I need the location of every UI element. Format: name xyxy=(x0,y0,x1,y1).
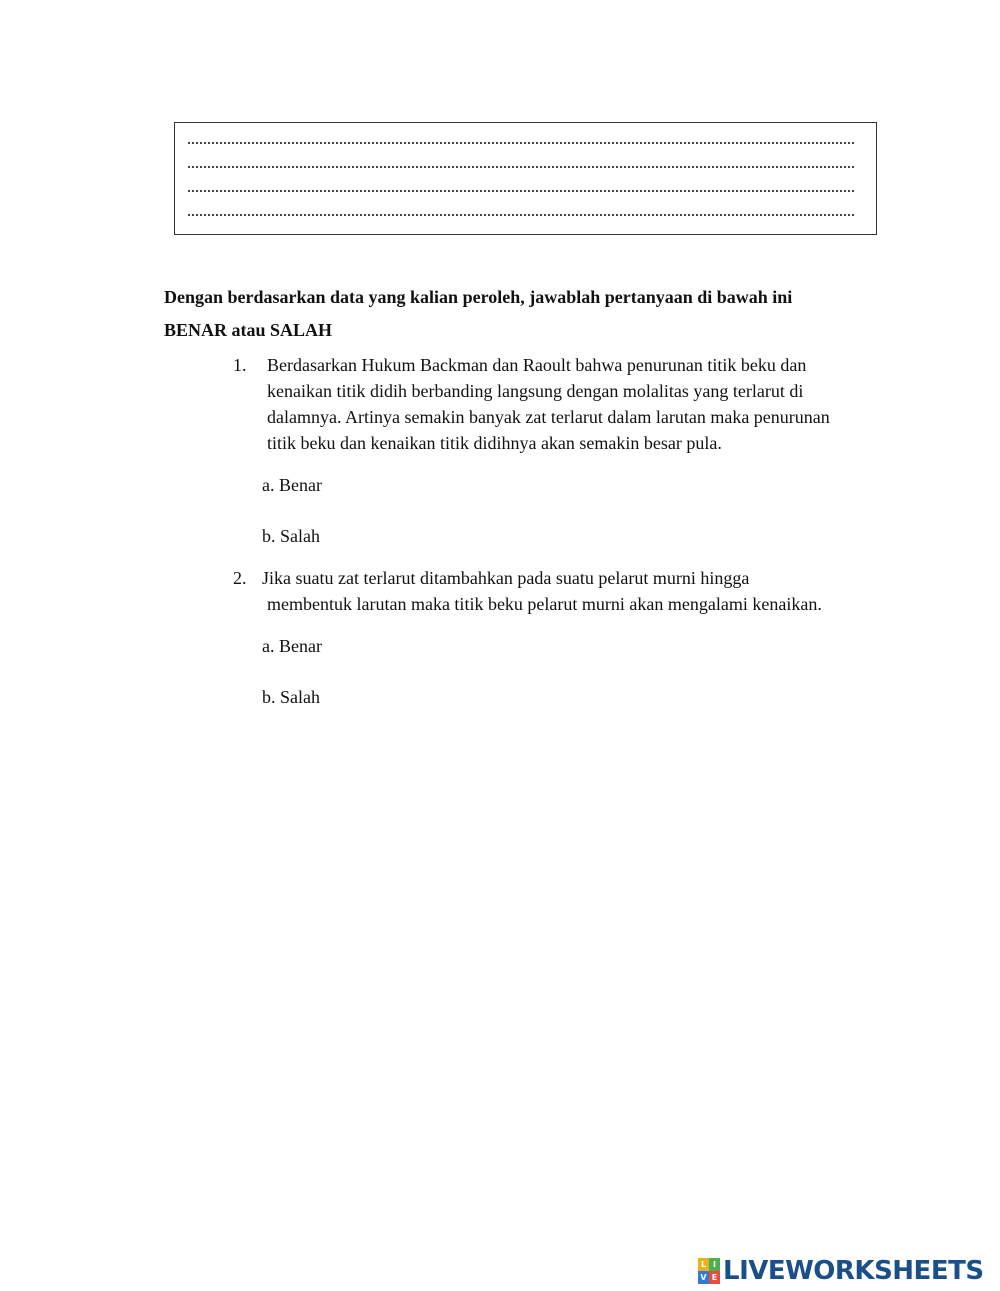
question-2-line-2: membentuk larutan maka titik beku pelarut murni akan mengalami kenaikan. xyxy=(267,594,822,614)
question-1-option-a[interactable]: a. Benar xyxy=(262,475,322,495)
question-2-option-a[interactable]: a. Benar xyxy=(262,636,322,656)
instruction-line-1: Dengan berdasarkan data yang kalian peroleh, jawablah pertanyaan di bawah ini xyxy=(164,287,793,307)
answer-line-3 xyxy=(188,190,854,192)
logo-mark-letter-v: V xyxy=(698,1271,709,1284)
answer-line-4 xyxy=(188,214,854,216)
question-2-line-1: Jika suatu zat terlarut ditambahkan pada suatu pelarut murni hingga xyxy=(262,568,750,588)
question-1-line-2: kenaikan titik didih berbanding langsung dengan molalitas yang terlarut di xyxy=(267,381,804,401)
question-1-line-3: dalamnya. Artinya semakin banyak zat terlarut dalam larutan maka penurunan xyxy=(267,407,830,427)
question-1-line-4: titik beku dan kenaikan titik didihnya akan semakin besar pula. xyxy=(267,433,722,453)
logo-mark-letter-l: L xyxy=(698,1258,709,1271)
question-2-number: 2. xyxy=(233,568,247,588)
question-1-number: 1. xyxy=(233,355,247,375)
question-2-option-b[interactable]: b. Salah xyxy=(262,687,320,707)
answer-box[interactable] xyxy=(174,122,877,235)
logo-mark-letter-e: E xyxy=(709,1271,720,1284)
liveworksheets-logo-icon xyxy=(698,1258,720,1284)
question-1-line-1: Berdasarkan Hukum Backman dan Raoult bahwa penurunan titik beku dan xyxy=(267,355,807,375)
liveworksheets-logo-text: LIVEWORKSHEETS xyxy=(723,1256,984,1286)
liveworksheets-logo xyxy=(698,1255,984,1287)
question-1-option-b[interactable]: b. Salah xyxy=(262,526,320,546)
answer-line-2 xyxy=(188,166,854,168)
logo-mark-letter-i: I xyxy=(709,1258,720,1271)
instruction-line-2: BENAR atau SALAH xyxy=(164,320,333,340)
answer-line-1 xyxy=(188,142,854,144)
